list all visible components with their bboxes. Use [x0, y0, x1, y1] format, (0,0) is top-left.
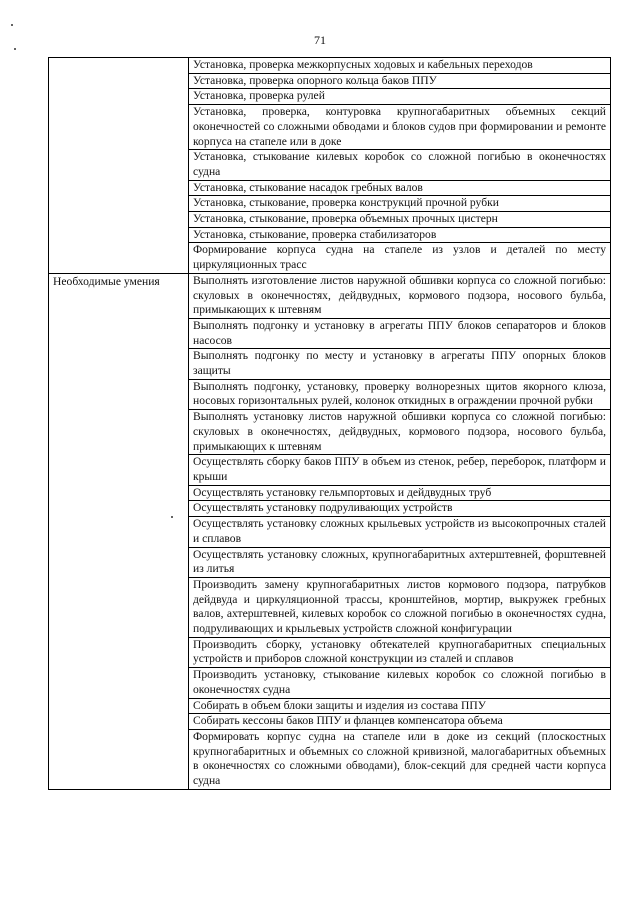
requirement-cell: Выполнять подгонку по месту и установку в агрегаты ППУ опорных блоков защиты: [189, 349, 611, 379]
requirement-cell: Установка, стыкование килевых коробок со сложной погибью в оконечностях судна: [189, 150, 611, 180]
requirement-cell: Осуществлять установку гельмпортовых и дейдвудных труб: [189, 485, 611, 501]
section-label-cell: [49, 58, 189, 274]
table-row: [49, 58, 611, 74]
requirement-cell: Осуществлять установку сложных, крупногабаритных ахтерштевней, форштевней из литья: [189, 547, 611, 577]
requirement-cell: Формирование корпуса судна на стапеле из узлов и деталей по месту циркуляционных трасс: [189, 243, 611, 273]
scan-mark: [11, 24, 13, 26]
scan-mark: [14, 48, 16, 50]
requirement-cell: Выполнять подгонку и установку в агрегаты ППУ блоков сепараторов и блоков насосов: [189, 318, 611, 348]
section-label-cell: Необходимые умения: [49, 273, 189, 789]
requirement-cell: Установка, проверка, контуровка крупногабаритных объемных секций оконечностей со сложными обводами и блоков судов при формировании и ремонте корпуса на стапеле или в доке: [189, 105, 611, 150]
table-body: [49, 58, 611, 790]
requirement-cell: Собирать кессоны баков ППУ и фланцев компенсатора объема: [189, 714, 611, 730]
requirement-cell: Установка, стыкование, проверка стабилизаторов: [189, 227, 611, 243]
requirement-cell: Выполнять подгонку, установку, проверку волнорезных щитов якорного клюза, носовых горизонтальных рулей, колонок откидных в ограждении прочной рубки: [189, 379, 611, 409]
qualification-table: [48, 57, 611, 790]
page-number: 71: [314, 33, 326, 47]
requirement-cell: Осуществлять установку подруливающих устройств: [189, 501, 611, 517]
requirement-cell: Выполнять установку листов наружной обшивки корпуса со сложной погибью: скуловых в оконечностях, дейдвудных, кормового подзора, носового бульба, примыкающих к штевням: [189, 410, 611, 455]
requirement-cell: Установка, стыкование, проверка конструкций прочной рубки: [189, 196, 611, 212]
requirement-cell: Формировать корпус судна на стапеле или в доке из секций (плоскостных крупногабаритных и объемных со сложной кривизной, малогабаритных объемных в оконечностях со сложными обводами), блок-секций для средней части корпуса судна: [189, 729, 611, 789]
requirement-cell: Выполнять изготовление листов наружной обшивки корпуса со сложной погибью: скуловых в оконечностях, дейдвудных, кормового подзора, носового бульба, примыкающих к штевням: [189, 273, 611, 318]
requirement-cell: Осуществлять установку сложных крыльевых устройств из высокопрочных сталей и сплавов: [189, 517, 611, 547]
requirement-cell: Установка, проверка рулей: [189, 89, 611, 105]
requirement-cell: Производить сборку, установку обтекателей крупногабаритных специальных устройств и приборов сложной конструкции из сталей и сплавов: [189, 637, 611, 667]
requirement-cell: Установка, стыкование, проверка объемных прочных цистерн: [189, 212, 611, 228]
requirement-cell: Осуществлять сборку баков ППУ в объем из стенок, ребер, переборок, платформ и крыши: [189, 455, 611, 485]
requirement-cell: Собирать в объем блоки защиты и изделия из состава ППУ: [189, 698, 611, 714]
requirement-cell: Производить замену крупногабаритных листов кормового подзора, патрубков дейдвуда и циркуляционной трассы, кронштейнов, мортир, выкружек гребных валов, ахтерштевней, килевых коробок со сложной погибью в оконечностях судна, подруливающих и крыльевых устройств сложной конфигурации: [189, 577, 611, 637]
requirement-cell: Производить установку, стыкование килевых коробок со сложной погибью в оконечностях судна: [189, 668, 611, 698]
requirement-cell: Установка, стыкование насадок гребных валов: [189, 180, 611, 196]
requirement-cell: Установка, проверка межкорпусных ходовых и кабельных переходов: [189, 58, 611, 74]
table-row: [49, 273, 611, 318]
requirement-cell: Установка, проверка опорного кольца баков ППУ: [189, 73, 611, 89]
